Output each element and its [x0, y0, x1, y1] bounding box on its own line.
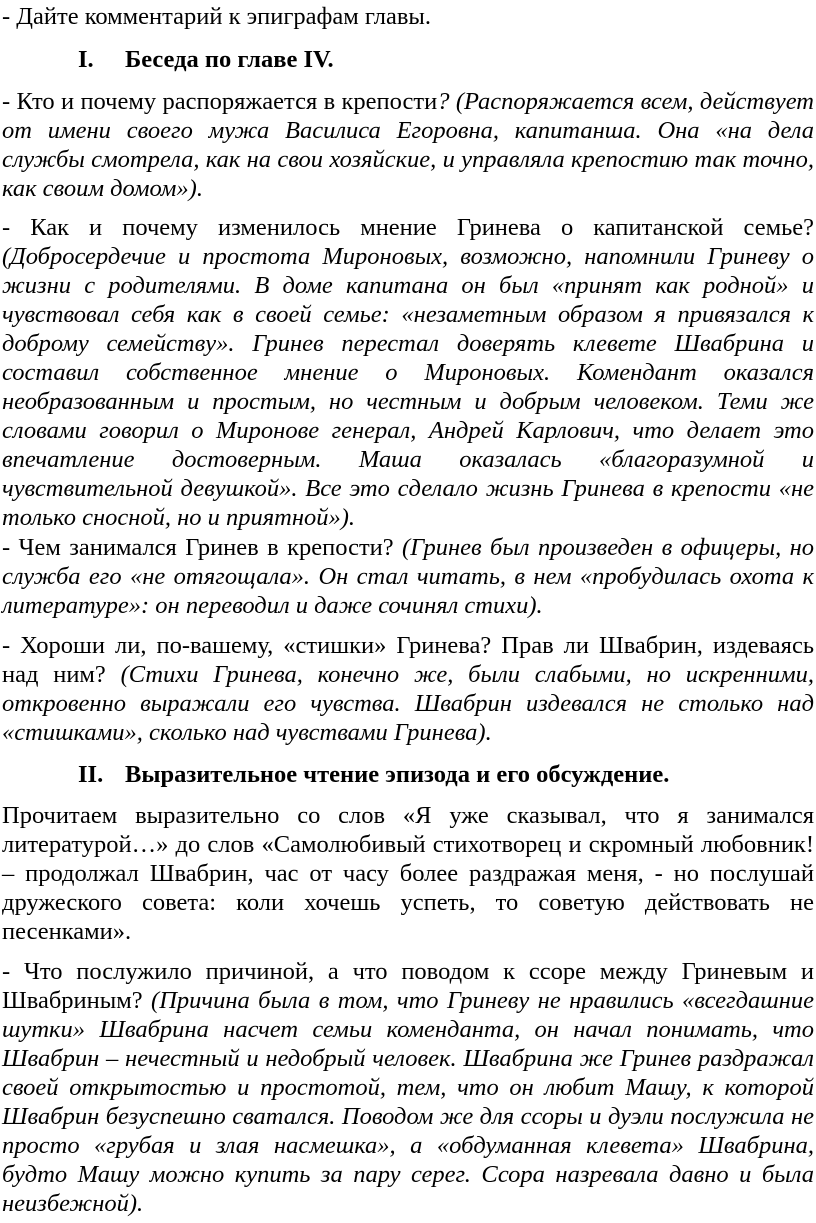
question-text: - Хороши ли, по-вашему, «стишки» Гринева? Прав ли Швабрин, издеваясь над ним?: [2, 632, 814, 688]
paragraph-q1: [2, 87, 814, 203]
intro-line: - Дайте комментарий к эпиграфам главы.: [2, 3, 431, 30]
section-number: II.: [78, 761, 104, 788]
question-text: - Как и почему изменилось мнение Гринева о капитанской семье?: [2, 214, 814, 241]
answer-text: ? (Распоряжается всем, действует от имени своего мужа Василиса Егоровна, капитанша. Она «на дела службы смотрела, как на свои хозяйские, и управляла крепостию так точно, как своим домом»).: [2, 88, 815, 202]
paragraph-q3: [2, 533, 814, 620]
answer-text: (Гринев был произведен в офицеры, но служба его «не отягощала». Он стал читать, в нем «пробудилась охота к литературе»: он переводил и даже сочинял стихи).: [2, 534, 814, 619]
paragraph-q5: [2, 957, 814, 1218]
paragraph-q4: [2, 631, 814, 747]
section-heading-2: [0, 760, 812, 790]
section-title: Беседа по главе IV.: [125, 46, 334, 73]
paragraph-q2: [2, 213, 814, 532]
paragraph-reading: Прочитаем выразительно со слов «Я уже сказывал, что я занимался литературой…» до слов «Самолюбивый стихотворец и скромный любовник! – продолжал Швабрин, час от часу более раздражая меня, - но послушай дружеского совета: коли хочешь успеть, то советую действовать не песенками».: [2, 802, 814, 945]
section-number: I.: [78, 46, 94, 73]
question-text: - Что послужило причиной, а что поводом к ссоре между Гриневым и Швабриным?: [2, 958, 814, 1014]
section-heading-1: [0, 45, 812, 75]
answer-text: (Стихи Гринева, конечно же, были слабыми, но искренними, откровенно выражали его чувства. Швабрин издевался не столько над «стишками», сколько над чувствами Гринева).: [2, 661, 814, 746]
answer-text: (Причина была в том, что Гриневу не нравились «всегдашние шутки» Швабрина насчет семьи коменданта, он начал понимать, что Швабрин – нечестный и недобрый человек. Швабрина же Гринев раздражал своей открытостью и простотой, тем, что он любит Машу, к которой Швабрин безуспешно сватался. Поводом же для ссоры и дуэли послужила не просто «грубая и злая насмешка», а «обдуманная клевета» Швабрина, будто Машу можно купить за пару серег. Ссора назревала давно и была неизбежной).: [2, 987, 814, 1217]
section-title: Выразительное чтение эпизода и его обсуждение.: [125, 761, 670, 788]
answer-text: (Добросердечие и простота Мироновых, возможно, напомнили Гриневу о жизни с родителями. В доме капитана он был «принят как родной» и чувствовал себя как в своей семье: «незаметным образом я привязался к доброму семейству». Гринев перестал доверять клевете Швабрина и составил собственное мнение о Мироновых. Комендант оказался необразованным и простым, но честным и добрым человеком. Теми же словами говорил о Миронове генерал, Андрей Карлович, что делает это впечатление достоверным. Маша оказалась «благоразумной и чувствительной девушкой». Все это сделало жизнь Гринева в крепости «не только сносной, но и приятной»).: [2, 243, 814, 531]
question-text: - Кто и почему распоряжается в крепости: [2, 88, 438, 115]
question-text: - Чем занимался Гринев в крепости?: [2, 534, 403, 561]
